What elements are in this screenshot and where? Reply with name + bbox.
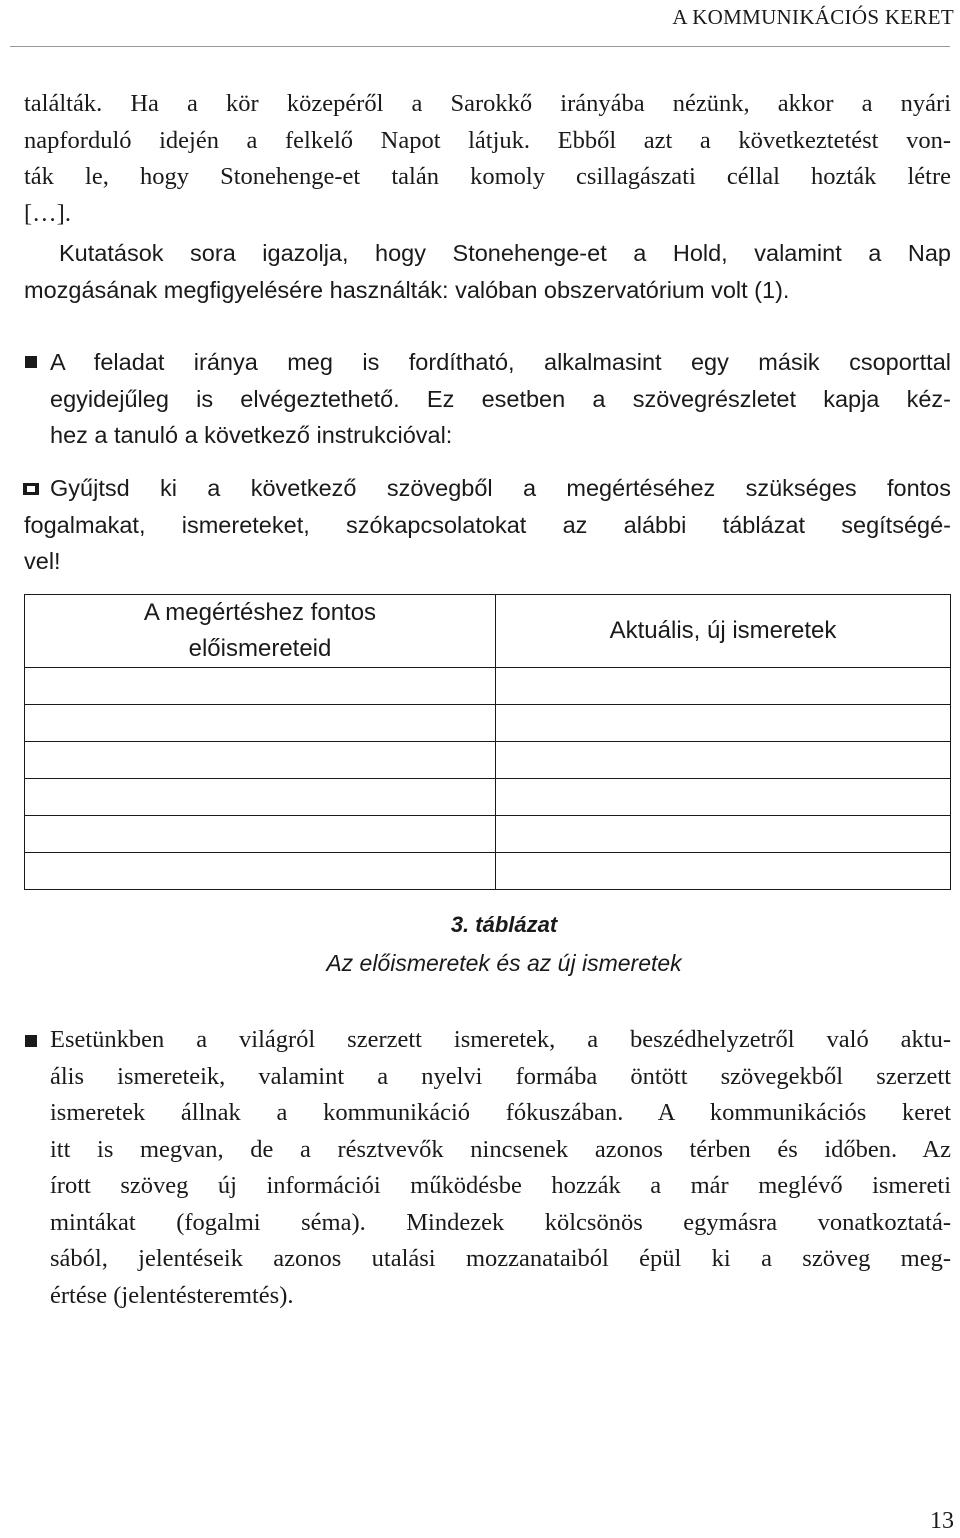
table-cell[interactable] bbox=[496, 668, 951, 705]
table-row bbox=[25, 816, 951, 853]
research-paragraph bbox=[24, 235, 951, 308]
knowledge-table bbox=[24, 594, 951, 890]
research-line: Kutatások sora igazolja, hogy Stonehenge-et a Hold, valamint a Nap bbox=[59, 240, 951, 266]
table-cell[interactable] bbox=[25, 853, 496, 890]
bullet-paragraph-1 bbox=[50, 344, 951, 454]
header-prior-knowledge bbox=[25, 595, 496, 668]
table-cell[interactable] bbox=[496, 853, 951, 890]
table-row bbox=[25, 668, 951, 705]
bullet2-line: itt is megvan, de a résztvevők nincsenek azonos térben és időben. Az bbox=[50, 1135, 951, 1163]
bullet2-line: írott szöveg új információi működésbe hozzák a már meglévő ismereti bbox=[50, 1172, 951, 1199]
task-instruction bbox=[24, 470, 951, 580]
table-cell[interactable] bbox=[496, 705, 951, 742]
intro-line: ták le, hogy Stonehenge-et talán komoly csillagászati céllal hozták létre bbox=[24, 163, 951, 190]
running-header: A KOMMUNIKÁCIÓS KERET bbox=[672, 5, 954, 29]
table-cell[interactable] bbox=[496, 742, 951, 779]
table-cell[interactable] bbox=[496, 816, 951, 853]
header-new-knowledge: Aktuális, új ismeretek bbox=[496, 595, 951, 668]
task-line: vel! bbox=[24, 548, 61, 574]
research-line: mozgásának megfigyelésére használták: valóban obszervatórium volt (1). bbox=[24, 276, 790, 303]
table-cell[interactable] bbox=[25, 742, 496, 779]
intro-line: […]. bbox=[24, 199, 71, 227]
table-row bbox=[25, 705, 951, 742]
bullet1-line: A feladat iránya meg is fordítható, alkalmasint egy másik csoporttal bbox=[50, 349, 951, 375]
page-number: 13 bbox=[930, 1508, 954, 1534]
intro-line: napforduló idején a felkelő Napot látjuk. Ebből azt a következtetést von- bbox=[24, 126, 951, 154]
table-row bbox=[25, 742, 951, 779]
bullet2-line: ális ismereteik, valamint a nyelvi formába öntött szövegekből szerzett bbox=[50, 1062, 951, 1090]
header-line: A megértéshez fontos bbox=[143, 599, 377, 626]
table-cell[interactable] bbox=[496, 779, 951, 816]
table-cell[interactable] bbox=[25, 668, 496, 705]
bullet1-line: egyidejűleg is elvégeztethető. Ez esetben a szövegrészletet kapja kéz- bbox=[50, 385, 951, 412]
table-cell[interactable] bbox=[25, 816, 496, 853]
table-cell[interactable] bbox=[25, 779, 496, 816]
bullet1-line: hez a tanuló a következő instrukcióval: bbox=[50, 422, 453, 448]
square-bullet-icon bbox=[25, 356, 37, 368]
header-line: előismereteid bbox=[188, 635, 332, 662]
table-cell[interactable] bbox=[25, 705, 496, 742]
intro-line: találták. Ha a kör közepéről a Sarokkő irányába nézünk, akkor a nyári bbox=[24, 90, 951, 117]
bullet2-line: sából, jelentéseik azonos utalási mozzanataiból épül ki a szöveg meg- bbox=[50, 1245, 951, 1272]
bullet2-line: mintákat (fogalmi séma). Mindezek kölcsönös egymásra vonatkoztatá- bbox=[50, 1208, 951, 1236]
table-caption-title: Az előismeretek és az új ismeretek bbox=[326, 950, 682, 976]
bullet2-line: Esetünkben a világról szerzett ismeretek, a beszédhelyzetről való aktu- bbox=[50, 1026, 951, 1053]
task-line: fogalmakat, ismereteket, szókapcsolatokat az alábbi táblázat segítségé- bbox=[24, 511, 951, 538]
table-row bbox=[25, 779, 951, 816]
table-row bbox=[25, 853, 951, 890]
bullet2-line: ismeretek állnak a kommunikáció fókuszában. A kommunikációs keret bbox=[50, 1099, 951, 1126]
task-line: Gyűjtsd ki a következő szövegből a megértéséhez szükséges fontos bbox=[50, 475, 951, 501]
intro-paragraph bbox=[24, 86, 951, 232]
table-caption-number: 3. táblázat bbox=[450, 912, 558, 937]
header-divider bbox=[10, 46, 950, 47]
hollow-square-bullet-icon bbox=[23, 483, 39, 495]
bullet2-line: értése (jelentésteremtés). bbox=[50, 1281, 294, 1309]
square-bullet-icon bbox=[25, 1035, 37, 1047]
bullet-paragraph-2 bbox=[50, 1022, 951, 1314]
table-header-row bbox=[25, 595, 951, 668]
